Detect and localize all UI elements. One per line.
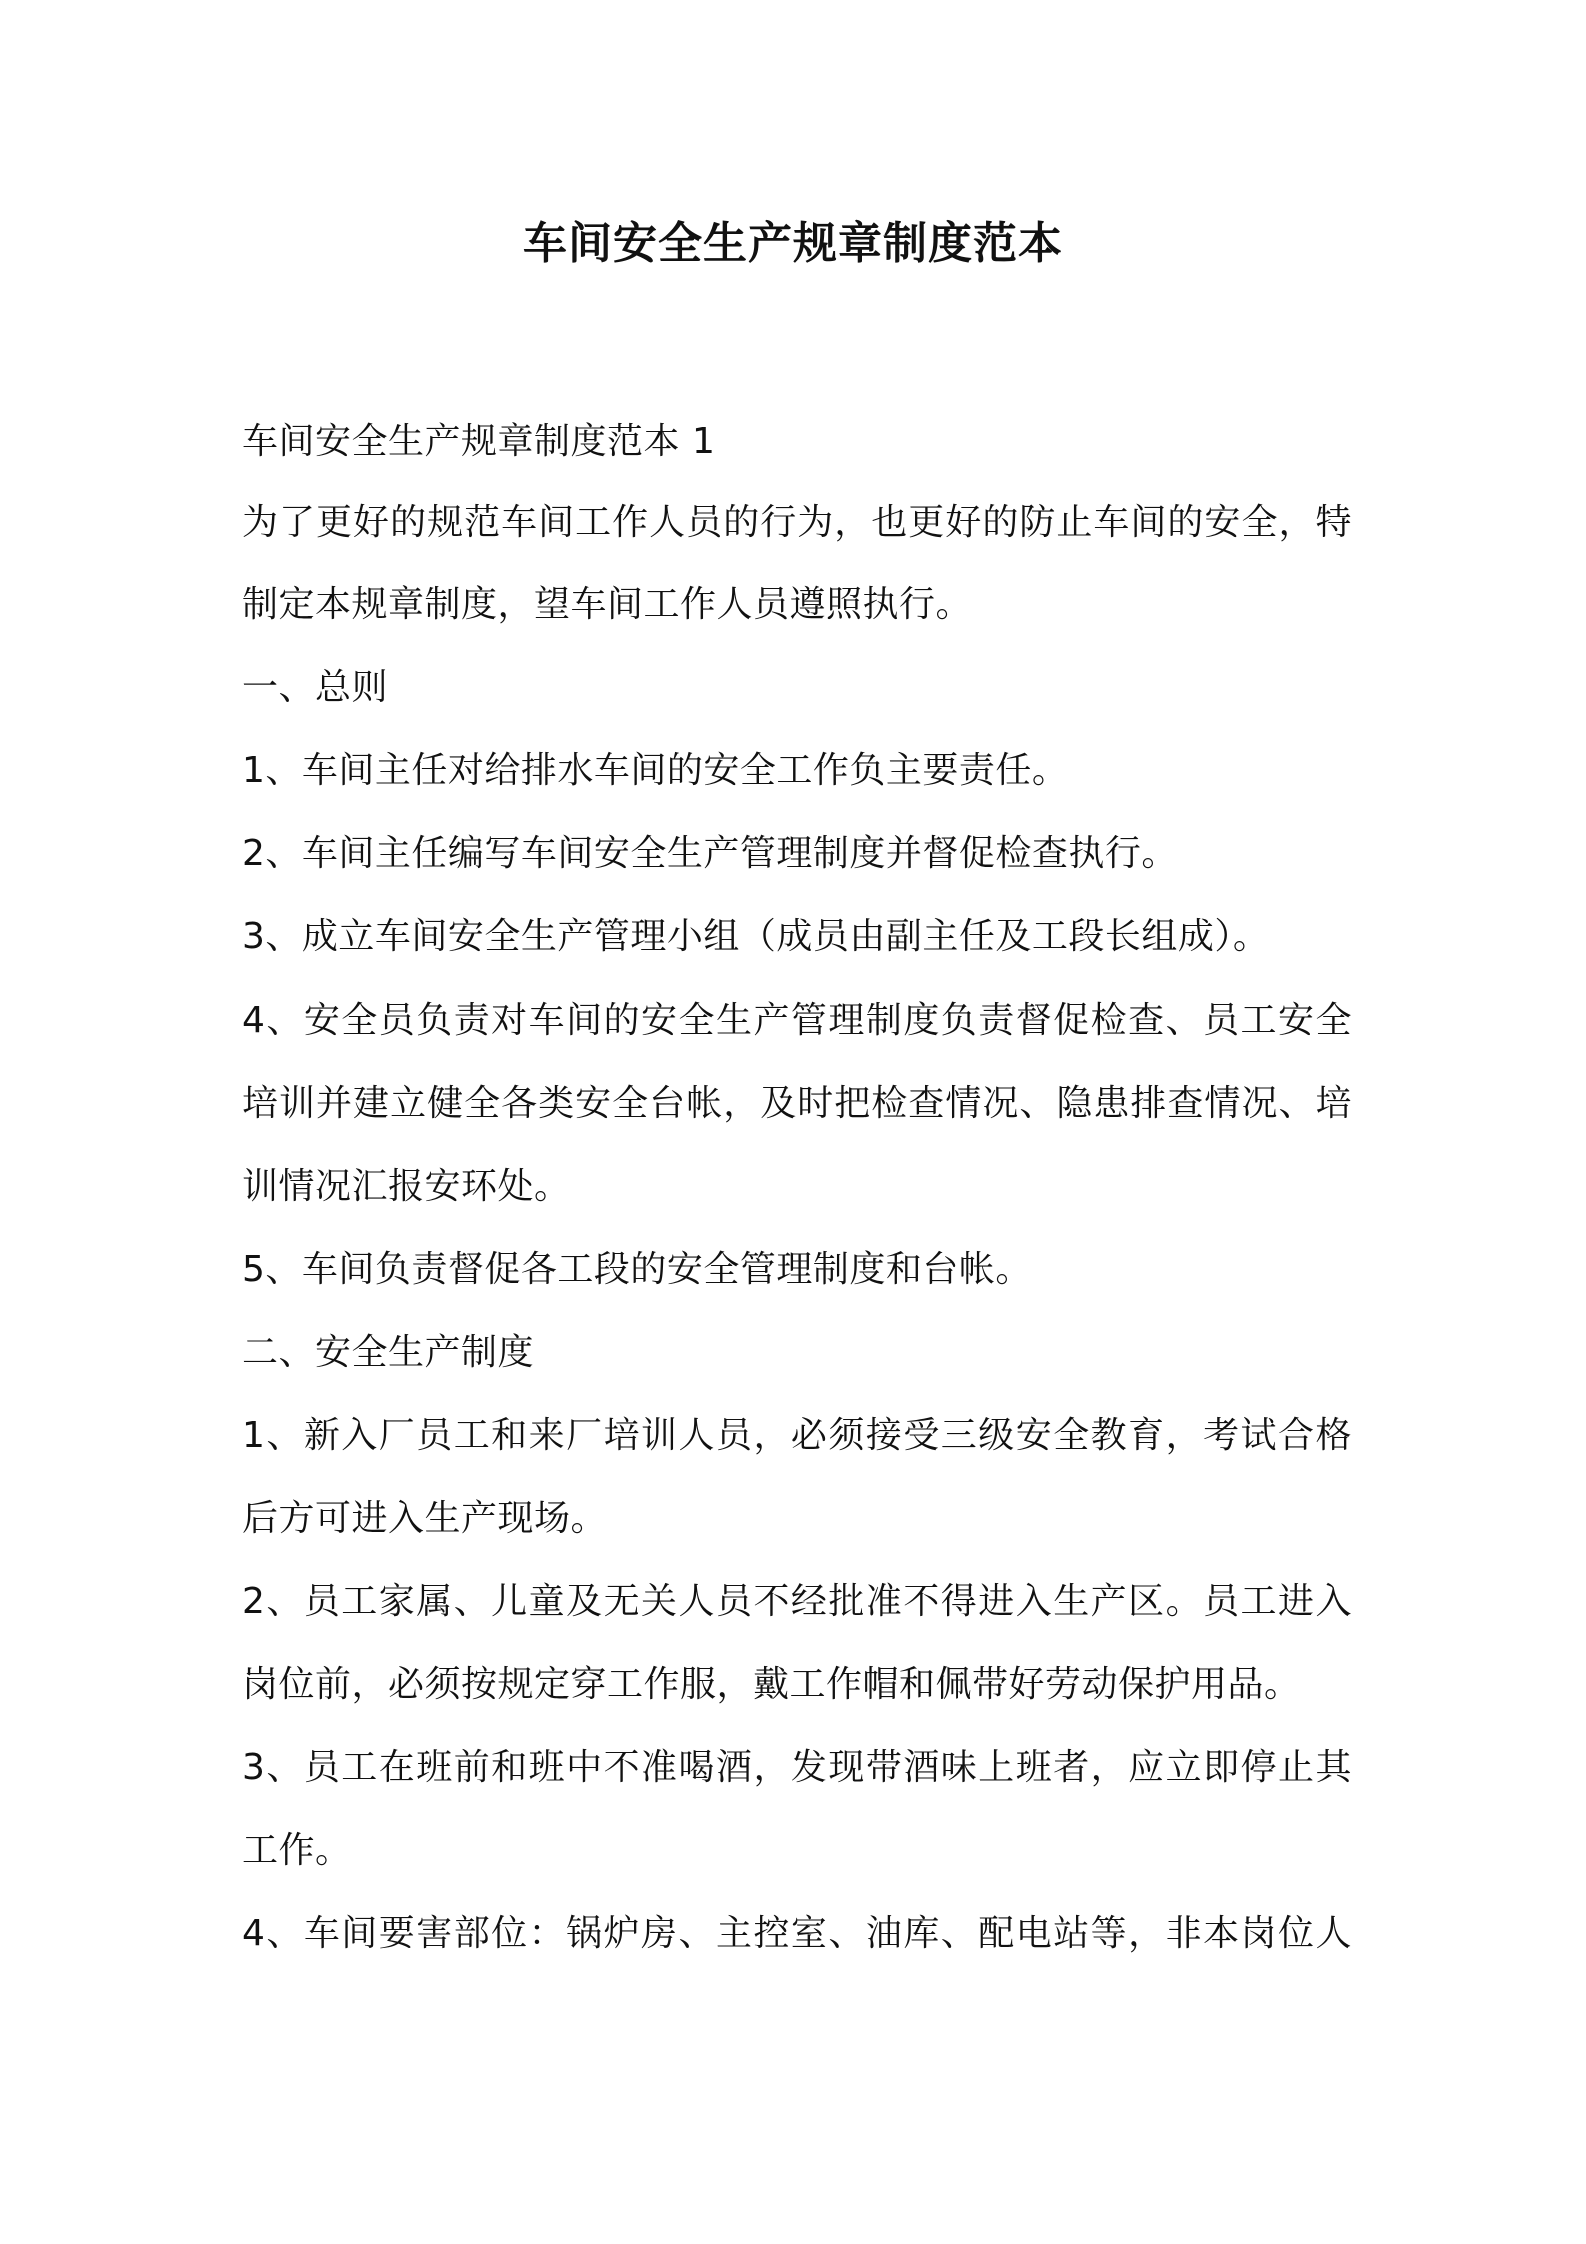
section-heading-safety-production: 二、安全生产制度 — [242, 1332, 535, 1373]
list-item: 3、成立车间安全生产管理小组（成员由副主任及工段长组成）。 — [242, 916, 1270, 957]
list-item: 2、员工家属、儿童及无关人员不经批准不得进入生产区。员工进入 — [242, 1581, 1352, 1622]
section-heading-general: 一、总则 — [242, 667, 389, 708]
list-item: 4、车间要害部位：锅炉房、主控室、油库、配电站等，非本岗位人 — [242, 1913, 1352, 1954]
list-item: 5、车间负责督促各工段的安全管理制度和台帐。 — [242, 1249, 1032, 1290]
list-item-continued: 训情况汇报安环处。 — [242, 1166, 571, 1207]
list-item: 1、车间主任对给排水车间的安全工作负主要责任。 — [242, 750, 1069, 791]
list-item: 4、安全员负责对车间的安全生产管理制度负责督促检查、员工安全 — [242, 1000, 1352, 1041]
list-item-continued: 培训并建立健全各类安全台帐，及时把检查情况、隐患排查情况、培 — [242, 1083, 1352, 1124]
paragraph-line: 为了更好的规范车间工作人员的行为，也更好的防止车间的安全，特 — [242, 502, 1352, 543]
list-item-continued: 工作。 — [242, 1830, 352, 1871]
list-item-continued: 岗位前，必须按规定穿工作服，戴工作帽和佩带好劳动保护用品。 — [242, 1664, 1301, 1705]
list-item: 2、车间主任编写车间安全生产管理制度并督促检查执行。 — [242, 833, 1178, 874]
document-title: 车间安全生产规章制度范本 — [523, 218, 1063, 269]
paragraph-line: 制定本规章制度，望车间工作人员遵照执行。 — [242, 584, 973, 625]
list-item: 1、新入厂员工和来厂培训人员，必须接受三级安全教育，考试合格 — [242, 1415, 1352, 1456]
list-item: 3、员工在班前和班中不准喝酒，发现带酒味上班者，应立即停止其 — [242, 1747, 1352, 1788]
section-heading-sample-1: 车间安全生产规章制度范本 1 — [242, 421, 716, 462]
list-item-continued: 后方可进入生产现场。 — [242, 1498, 608, 1539]
